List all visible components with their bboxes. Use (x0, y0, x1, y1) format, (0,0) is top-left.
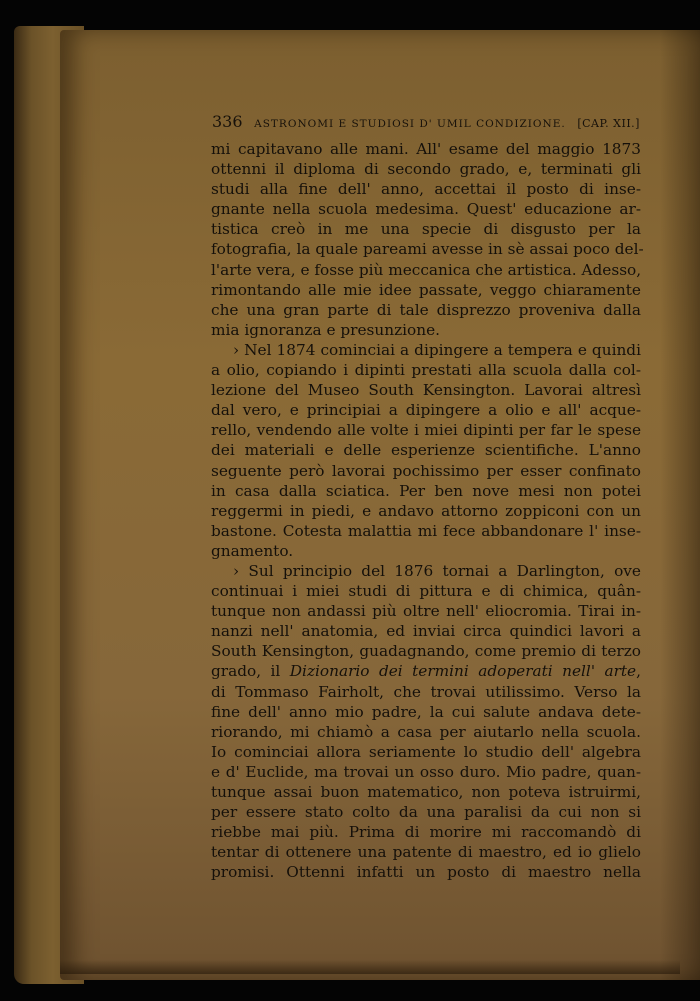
text-line: fotografia, la quale pareami avesse in sè assai poco del- (211, 240, 644, 259)
running-title: ASTRONOMI E STUDIOSI D' UMIL CONDIZIONE. (254, 118, 566, 130)
text-line: riorando, mi chiamò a casa per aiutarlo nella scuola. (211, 722, 641, 741)
text-line: l'arte vera, e fosse più meccanica che artistica. Adesso, (211, 260, 642, 279)
text-line: promisi. Ottenni infatti un posto di maestro nella (211, 863, 641, 882)
text-run: grado, il (211, 662, 290, 681)
text-line: rello, vendendo alle volte i miei dipinti per far le spese (211, 421, 641, 440)
text-line: e d' Euclide, ma trovai un osso duro. Mio padre, quan- (211, 762, 641, 781)
text-line: fine dell' anno mio padre, la cui salute andava dete- (211, 702, 641, 721)
page-number: 336 (212, 112, 243, 131)
text-line: tentar di ottenere una patente di maestro, ed io glielo (211, 843, 641, 862)
text-line: gnamento. (211, 541, 294, 560)
text-line: nanzi nell' anatomia, ed inviai circa quindici lavori a (211, 622, 641, 641)
text-line: di Tommaso Fairholt, che trovai utilissimo. Verso la (211, 682, 641, 701)
text-line: mi capitavano alle mani. All' esame del maggio 1873 (211, 140, 641, 158)
text-line: gnante nella scuola medesima. Quest' educazione ar- (211, 200, 641, 219)
text-line: ottenni il diploma di secondo grado, e, terminati gli (211, 160, 641, 179)
text-line: seguente però lavorai pochissimo per esser confinato (211, 461, 641, 480)
text-line: lezione del Museo South Kensington. Lavorai altresì (211, 381, 641, 400)
italic-title: Dizionario dei termini adoperati nell' arte (289, 662, 637, 681)
text-line: a olio, copiando i dipinti prestati alla scuola dalla col- (211, 361, 641, 380)
text-run: , (636, 662, 641, 681)
text-line: bastone. Cotesta malattia mi fece abbandonare l' inse- (211, 521, 641, 540)
text-line (211, 661, 641, 681)
text-line: mia ignoranza e presunzione. (211, 320, 441, 339)
page-right-shadow (660, 30, 700, 980)
text-line: rimontando alle mie idee passate, veggo chiaramente (211, 280, 641, 299)
body-text (211, 139, 644, 882)
text-line: › Sul principio del 1876 tornai a Darlington, ove (233, 561, 641, 580)
text-line: reggermi in piedi, e andavo attorno zoppiconi con un (211, 501, 641, 520)
text-line: dei materiali e delle esperienze scientifiche. L'anno (211, 441, 641, 460)
text-line: Io cominciai allora seriamente lo studio dell' algebra (211, 742, 641, 761)
text-line: riebbe mai più. Prima di morire mi raccomandò di (211, 823, 641, 842)
text-line: tunque non andassi più oltre nell' eliocromia. Tirai in- (211, 602, 641, 621)
chapter-reference: [CAP. XII.] (577, 117, 640, 130)
text-line: per essere stato colto da una paralisi da cui non si (211, 803, 641, 822)
text-line: in casa dalla sciatica. Per ben nove mesi non potei (211, 481, 641, 500)
text-line: che una gran parte di tale disprezzo proveniva dalla (211, 300, 641, 319)
text-line: › Nel 1874 cominciai a dipingere a tempera e quindi (233, 340, 641, 359)
text-line: tunque assai buon matematico, non poteva istruirmi, (211, 783, 641, 801)
page-bottom-shadow (60, 960, 680, 974)
text-line: dal vero, e principiai a dipingere a olio e all' acque- (211, 401, 641, 420)
text-line: South Kensington, guadagnando, come premio di terzo (211, 642, 641, 661)
page-header (212, 112, 640, 131)
text-line: studi alla fine dell' anno, accettai il posto di inse- (211, 180, 641, 199)
text-line: continuai i miei studi di pittura e di chimica, quân- (211, 582, 641, 601)
text-line: tistica creò in me una specie di disgusto per la (211, 220, 641, 239)
